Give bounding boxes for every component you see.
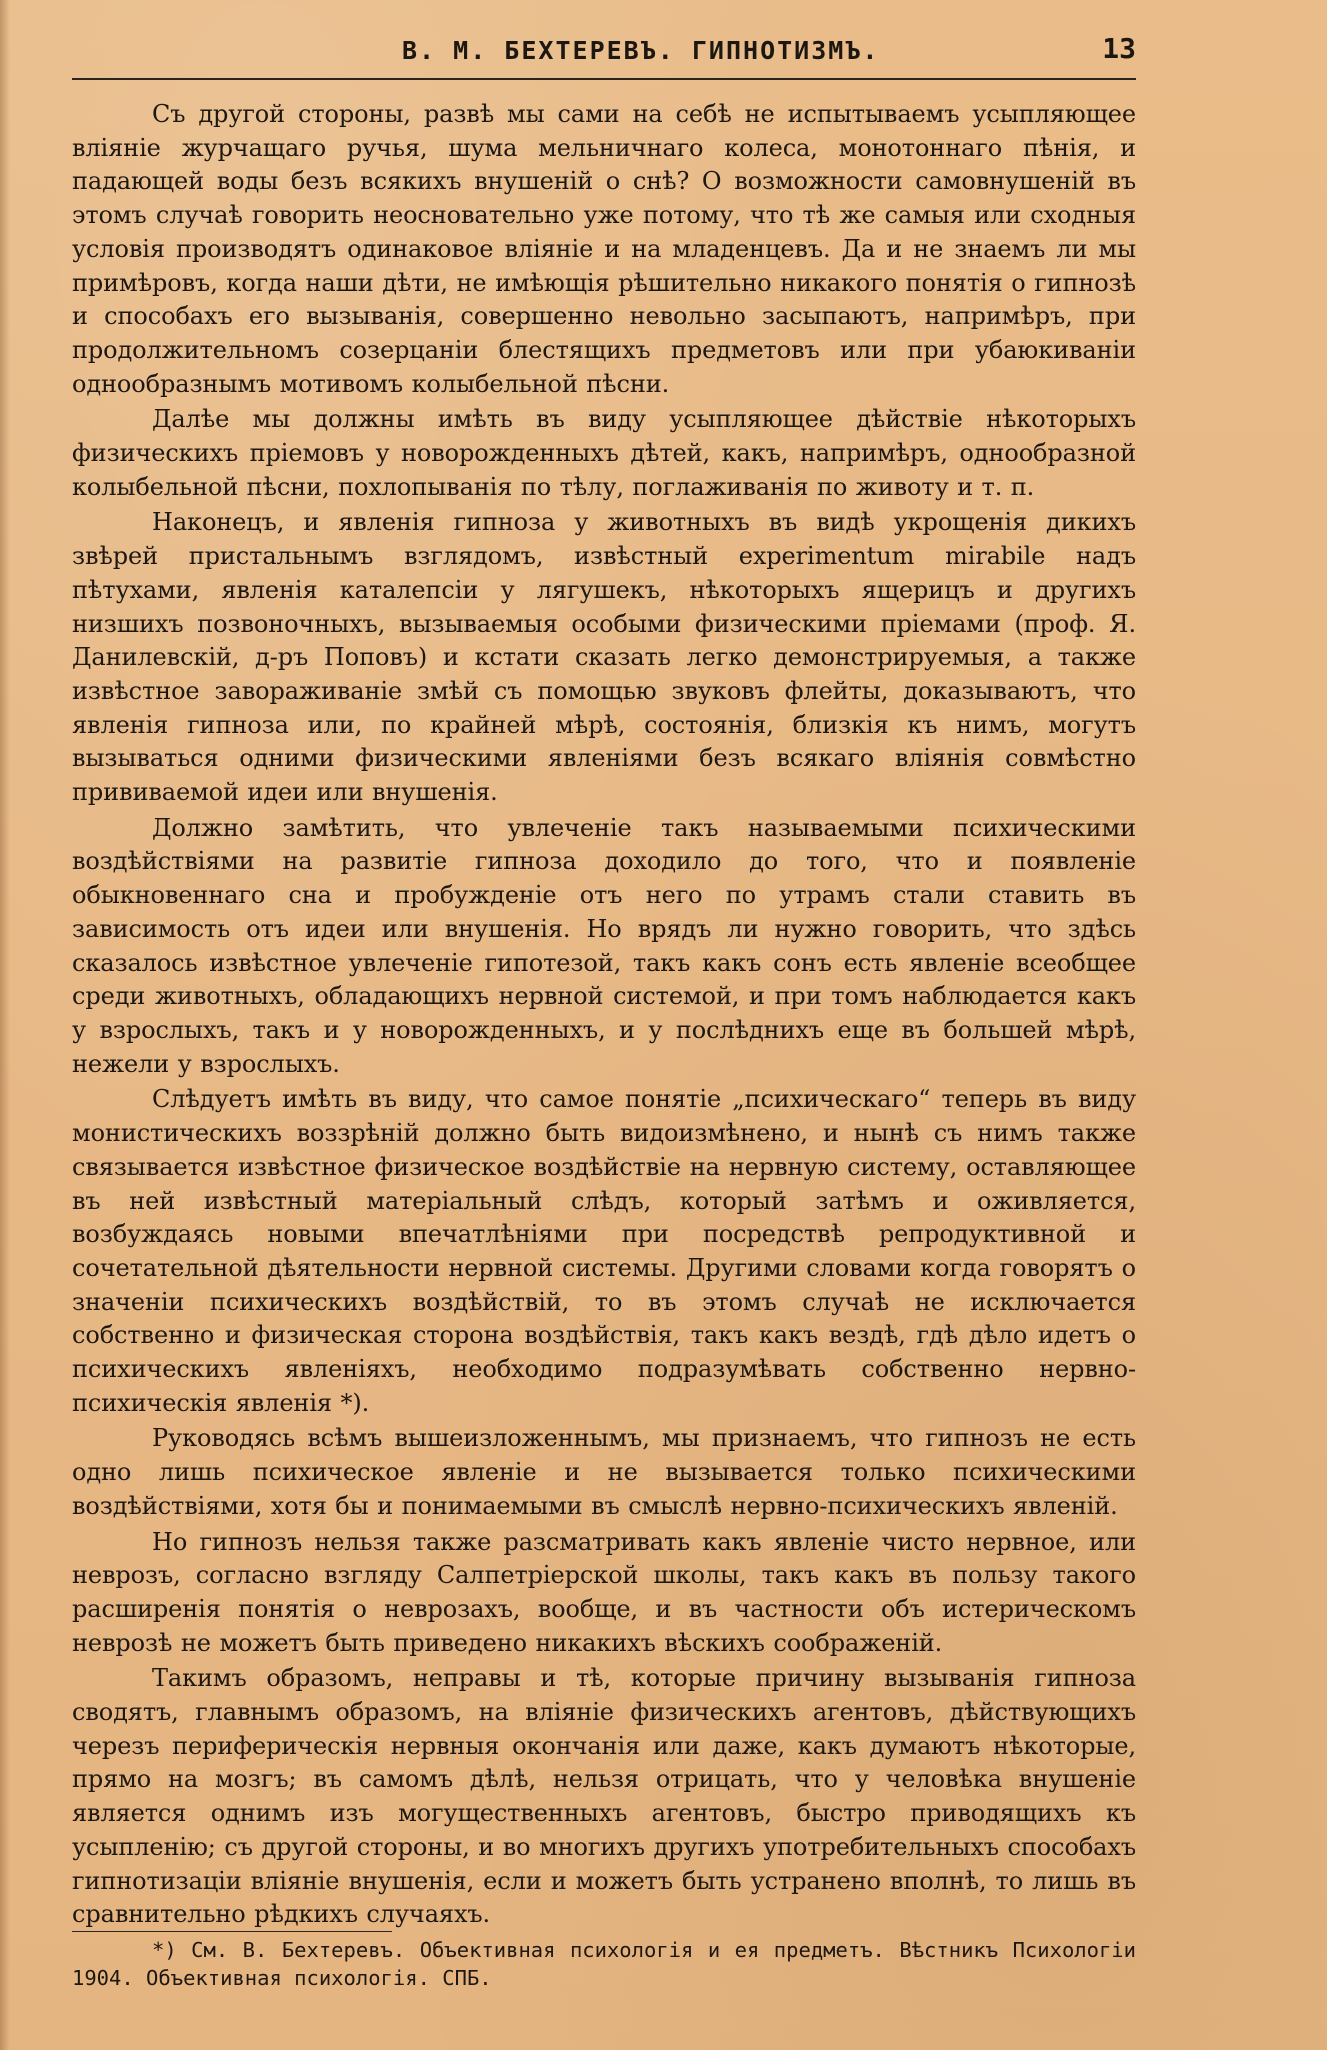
paragraph-6: Руководясь всѣмъ вышеизложеннымъ, мы признаемъ, что гипнозъ не есть одно лишь психическое явленіе и не вызывается только психическими воздѣйствіями, хотя бы и понимаемыми въ смыслѣ нервно-психическихъ явленій.: [72, 1424, 1136, 1520]
paragraph-4: Должно замѣтить, что увлеченіе такъ называемыми психическими воздѣйствіями на развитіе гипноза доходило до того, что и появленіе обыкновеннаго сна и пробужденіе отъ него по утрамъ стали ставить въ зависимость отъ идеи или внушенія. Но врядъ ли нужно говорить, что здѣсь сказалось извѣстное увлеченіе гипотезой, такъ какъ сонъ есть явленіе всеобщее среди животныхъ, обладающихъ нервной системой, и при томъ наблюдается какъ у взрослыхъ, такъ и у новорожденныхъ, и у послѣднихъ еще въ большей мѣрѣ, нежели у взрослыхъ.: [72, 813, 1136, 1078]
paragraph-1: Съ другой стороны, развѣ мы сами на себѣ не испытываемъ усыпляющее вліяніе журчащаго ручья, шума мельничнаго колеса, монотоннаго пѣнія, и падающей воды безъ всякихъ внушеній о снѣ? О возможности самовнушеній въ этомъ случаѣ говорить неосновательно уже потому, что тѣ же самыя или сходныя условія производятъ одинаковое вліяніе и на младенцевъ. Да и не знаемъ ли мы примѣровъ, когда наши дѣти, не имѣющія рѣшительно никакого понятія о гипнозѣ и способахъ его вызыванія, совершенно невольно засыпаютъ, напримѣръ, при продолжительномъ созерцаніи блестящихъ предметовъ или при убаюкиваніи однообразнымъ мотивомъ колыбельной пѣсни.: [72, 100, 1136, 398]
footnote-divider: [72, 1931, 392, 1932]
paragraph-3: Наконецъ, и явленія гипноза у животныхъ въ видѣ укрощенія дикихъ звѣрей пристальнымъ взглядомъ, извѣстный experimentum mirabile надъ пѣтухами, явленія каталепсіи у лягушекъ, нѣкоторыхъ ящерицъ и другихъ низшихъ позвоночныхъ, вызываемыя особыми физическими пріемами (проф. Я. Данилевскій, д-ръ Поповъ) и кстати сказать легко демонстрируемыя, а также извѣстное завораживаніе змѣй съ помощью звуковъ флейты, доказываютъ, что явленія гипноза или, по крайней мѣрѣ, состоянія, близкія къ нимъ, могутъ вызываться одними физическими явленіями безъ всякаго вліянія совмѣстно прививаемой идеи или внушенія.: [72, 508, 1136, 807]
paragraph-7: Но гипнозъ нельзя также разсматривать какъ явленіе чисто нервное, или неврозъ, согласно взгляду Салпетріерской школы, такъ какъ въ пользу такого расширенія понятія о неврозахъ, вообще, и въ частности объ истерическомъ неврозѣ не можетъ быть приведено никакихъ вѣскихъ соображеній.: [72, 1527, 1136, 1657]
page-edge-shadow: [0, 0, 10, 2050]
paragraph-2: Далѣе мы должны имѣть въ виду усыпляющее дѣйствіе нѣкоторыхъ физическихъ пріемовъ у новорожденныхъ дѣтей, какъ, напримѣръ, однообразной колыбельной пѣсни, похлопыванія по тѣлу, поглаживанія по животу и т. п.: [72, 405, 1136, 501]
paragraph-5: Слѣдуетъ имѣть въ виду, что самое понятіе „психическаго“ теперь въ виду монистическихъ воззрѣній должно быть видоизмѣнено, и нынѣ съ нимъ также связывается извѣстное физическое воздѣйствіе на нервную систему, оставляющее въ ней извѣстный матеріальный слѣдъ, который затѣмъ и оживляется, возбуждаясь новыми впечатлѣніями при посредствѣ репродуктивной и сочетательной дѣятельности нервной системы. Другими словами когда говорятъ о значеніи психическихъ воздѣйствій, то въ этомъ случаѣ не исключается собственно и физическая сторона воздѣйствія, такъ какъ вездѣ, гдѣ дѣло идетъ о психическихъ явленіяхъ, необходимо подразумѣвать собственно нервно-психическія явленія *).: [72, 1085, 1136, 1417]
footnote: *) См. В. Бехтеревъ. Объективная психологія и ея предметъ. Вѣстникъ Психологіи 1904. Объективная психологія. СПБ.: [72, 1938, 1136, 1990]
page-number: 13: [1102, 32, 1136, 65]
paragraph-8: Такимъ образомъ, неправы и тѣ, которые причину вызыванія гипноза сводятъ, главнымъ образомъ, на вліяніе физическихъ агентовъ, дѣйствующихъ черезъ периферическія нервныя окончанія или даже, какъ думаютъ нѣкоторые, прямо на мозгъ; въ самомъ дѣлѣ, нельзя отрицать, что у человѣка внушеніе является однимъ изъ могущественныхъ агентовъ, быстро приводящихъ къ усыпленію; съ другой стороны, и во многихъ другихъ употребительныхъ способахъ гипнотизаціи вліяніе внушенія, если и можетъ быть устранено вполнѣ, то лишь въ сравнительно рѣдкихъ случаяхъ.: [72, 1664, 1136, 1929]
running-title: В. М. БЕХТЕРЕВЪ. ГИПНОТИЗМЪ.: [402, 36, 880, 65]
page-header: [72, 28, 1136, 80]
main-text: [72, 98, 1136, 1948]
